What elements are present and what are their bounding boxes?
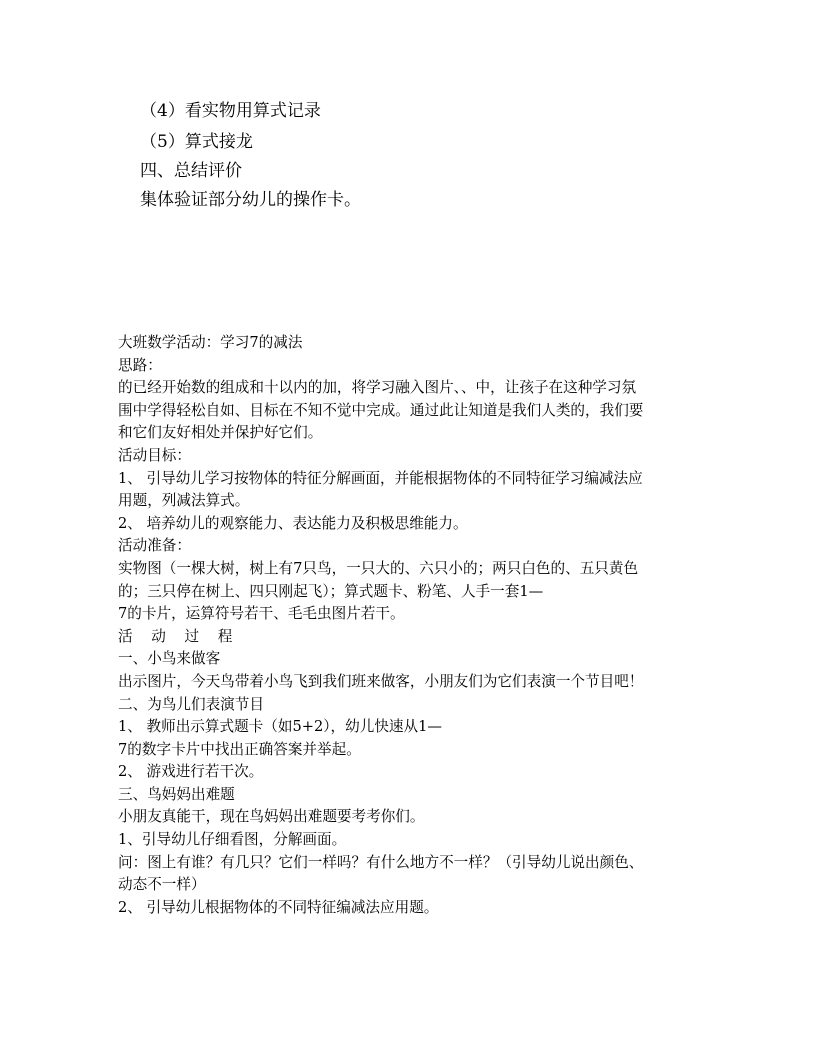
step-3-text: 小朋友真能干，现在鸟妈妈出难题要考考你们。 xyxy=(118,808,425,826)
step-1-title: 一、小鸟来做客 xyxy=(118,650,221,668)
item-5-text: （5）算式接龙 xyxy=(140,132,253,152)
item-4-text: （4）看实物用算式记录 xyxy=(140,101,321,121)
step-3-title: 三、鸟妈妈出难题 xyxy=(118,785,235,803)
process-label: 活 动 过 程 xyxy=(118,627,233,645)
preparation-line: 的；三只停在树上、四只刚起飞）；算式题卡、粉笔、人手一套1— xyxy=(118,582,544,600)
summary-text: 集体验证部分幼儿的操作卡。 xyxy=(140,190,361,210)
step-2-item-1-line: 7的数字卡片中找出正确答案并举起。 xyxy=(118,740,361,758)
thinking-line: 和它们友好相处并保护好它们。 xyxy=(118,424,323,442)
step-2-title: 二、为鸟儿们表演节目 xyxy=(118,695,264,713)
step-3-item-1: 1、引导幼儿仔细看图，分解画面。 xyxy=(118,831,347,849)
goal-1-line: 1、 引导幼儿学习按物体的特征分解画面，并能根据物体的不同特征学习编减法应 xyxy=(118,469,643,487)
preparation-line: 实物图（一棵大树，树上有7只鸟，一只大的、六只小的；两只白色的、五只黄色 xyxy=(118,559,639,577)
lesson-plan-body xyxy=(118,332,708,919)
step-3-question-line: 问：图上有谁？有几只？它们一样吗？有什么地方不一样？（引导幼儿说出颜色、 xyxy=(118,853,644,871)
thinking-line: 围中学得轻松自如、目标在不知不觉中完成。通过此让知道是我们人类的，我们要 xyxy=(118,401,644,419)
goal-2: 2、 培养幼儿的观察能力、表达能力及积极思维能力。 xyxy=(118,514,468,532)
step-3-question-line: 动态不一样） xyxy=(118,876,206,894)
step-3-item-2: 2、 引导幼儿根据物体的不同特征编减法应用题。 xyxy=(118,898,439,916)
step-1-text: 出示图片，今天鸟带着小鸟飞到我们班来做客，小朋友们为它们表演一个节目吧！ xyxy=(118,672,644,690)
thinking-line: 的已经开始数的组成和十以内的加，将学习融入图片、、中，让孩子在这种学习氛 xyxy=(118,379,637,397)
lesson-title: 大班数学活动：学习7的减法 xyxy=(118,334,303,351)
thinking-label: 思路： xyxy=(118,356,162,374)
preparation-line: 7的卡片，运算符号若干、毛毛虫图片若干。 xyxy=(118,605,405,623)
step-2-item-2: 2、 游戏进行若干次。 xyxy=(118,763,264,781)
preparation-label: 活动准备： xyxy=(118,537,191,555)
goal-1-line: 用题，列减法算式。 xyxy=(118,492,250,510)
section-4-heading: 四、总结评价 xyxy=(140,161,242,181)
goals-label: 活动目标： xyxy=(118,446,191,464)
step-2-item-1-line: 1、 教师出示算式题卡（如5+2），幼儿快速从1— xyxy=(118,718,442,736)
